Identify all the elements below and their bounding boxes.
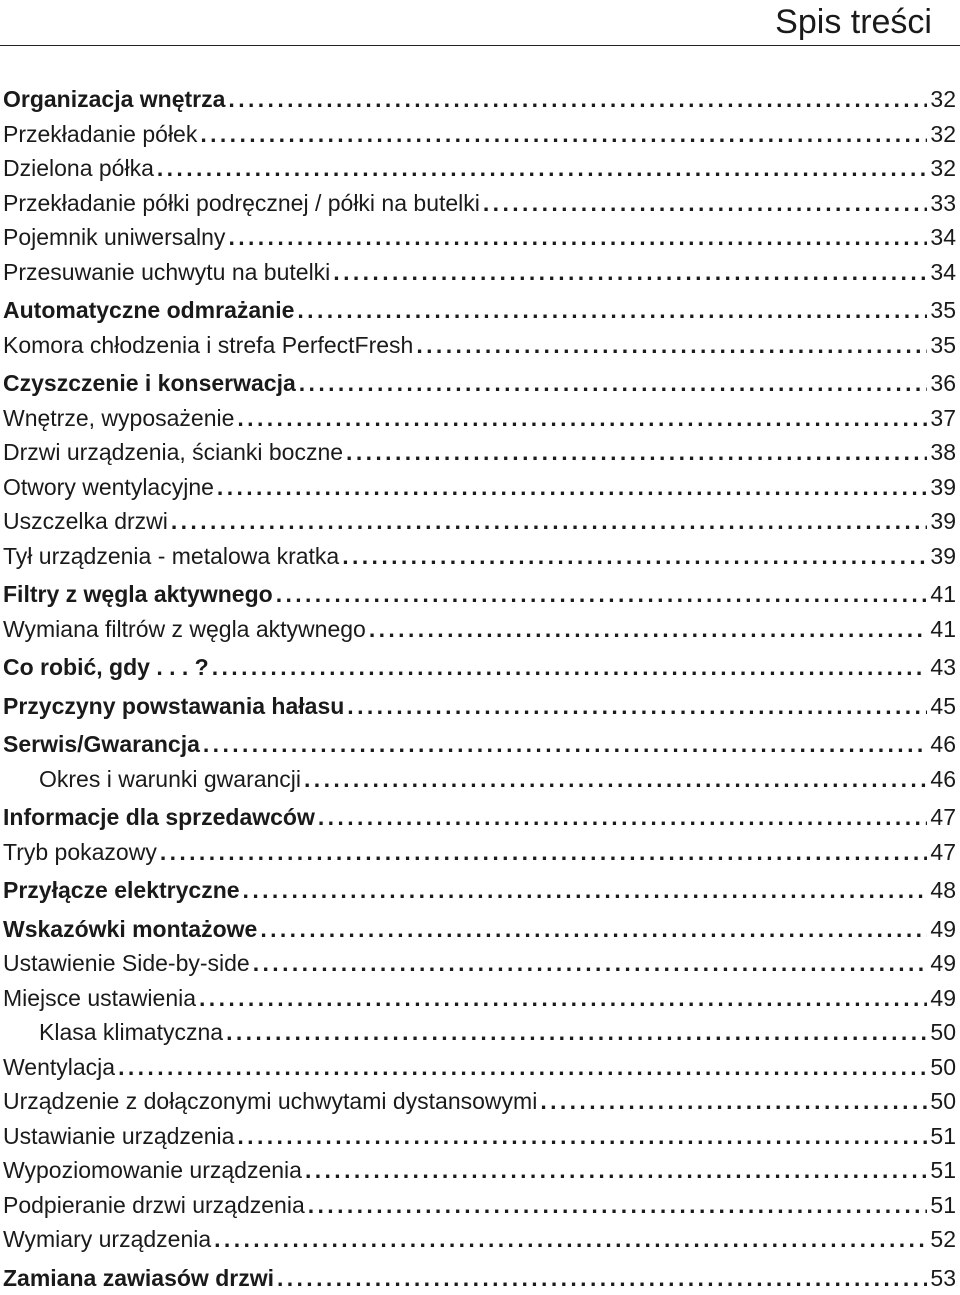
toc-page-number: 49 — [930, 912, 956, 947]
toc-entry-title: Wentylacja — [3, 1050, 115, 1085]
toc-page-number: 52 — [930, 1222, 956, 1257]
toc-page-number: 51 — [930, 1188, 956, 1223]
dot-leader — [260, 912, 927, 947]
toc-entry-title: Przekładanie półek — [3, 117, 197, 152]
dot-leader — [237, 401, 927, 436]
dot-leader — [305, 1153, 927, 1188]
toc-page-number: 32 — [930, 151, 956, 186]
dot-leader — [212, 650, 928, 685]
dot-leader — [203, 727, 928, 762]
toc-entry-title: Dzielona półka — [3, 151, 154, 186]
dot-leader — [217, 470, 927, 505]
dot-leader — [347, 689, 927, 724]
toc-page-number: 51 — [930, 1119, 956, 1154]
toc-entry-title: Przyłącze elektryczne — [3, 873, 240, 908]
toc-entry-title: Komora chłodzenia i strefa PerfectFresh — [3, 328, 413, 363]
toc-page-number: 33 — [930, 186, 956, 221]
toc-section-entry[interactable] — [3, 366, 956, 401]
title-divider — [0, 45, 960, 46]
toc-entry-title: Urządzenie z dołączonymi uchwytami dystansowymi — [3, 1084, 537, 1119]
dot-leader — [160, 835, 928, 870]
toc-page-number: 50 — [930, 1050, 956, 1085]
toc-page-number: 35 — [930, 328, 956, 363]
dot-leader — [228, 82, 927, 117]
toc-section-entry[interactable] — [3, 1261, 956, 1295]
dot-leader — [540, 1084, 927, 1119]
toc-entry-title: Wnętrze, wyposażenie — [3, 401, 234, 436]
dot-leader — [171, 504, 928, 539]
toc-entry-title: Zamiana zawiasów drzwi — [3, 1261, 274, 1295]
toc-entry-title: Automatyczne odmrażanie — [3, 293, 294, 328]
toc-subsection-entry[interactable] — [3, 1153, 956, 1188]
dot-leader — [369, 612, 928, 647]
toc-entry-title: Okres i warunki gwarancji — [3, 762, 301, 797]
toc-subsection-entry[interactable] — [3, 946, 956, 981]
toc-section-entry[interactable] — [3, 650, 956, 685]
toc-subsection-entry[interactable] — [3, 1188, 956, 1223]
toc-page-number: 41 — [930, 577, 956, 612]
toc-entry-title: Co robić, gdy . . . ? — [3, 650, 209, 685]
toc-page-number: 32 — [930, 82, 956, 117]
toc-page-number: 49 — [930, 946, 956, 981]
dot-leader — [200, 117, 927, 152]
toc-subsection-entry[interactable] — [3, 1015, 956, 1050]
dot-leader — [228, 220, 927, 255]
toc-entry-title: Informacje dla sprzedawców — [3, 800, 315, 835]
dot-leader — [199, 981, 927, 1016]
dot-leader — [297, 293, 927, 328]
dot-leader — [277, 1261, 927, 1295]
toc-page-number: 46 — [930, 727, 956, 762]
dot-leader — [346, 435, 927, 470]
toc-subsection-entry[interactable] — [3, 1050, 956, 1085]
toc-entry-title: Klasa klimatyczna — [3, 1015, 223, 1050]
toc-page-number: 47 — [930, 800, 956, 835]
toc-entry-title: Wymiary urządzenia — [3, 1222, 211, 1257]
toc-entry-title: Przesuwanie uchwytu na butelki — [3, 255, 330, 290]
toc-subsection-entry[interactable] — [3, 220, 956, 255]
toc-subsection-entry[interactable] — [3, 612, 956, 647]
dot-leader — [253, 946, 928, 981]
toc-page-number: 46 — [930, 762, 956, 797]
toc-page-number: 37 — [930, 401, 956, 436]
toc-subsection-entry[interactable] — [3, 117, 956, 152]
toc-entry-title: Ustawianie urządzenia — [3, 1119, 234, 1154]
toc-section-entry[interactable] — [3, 727, 956, 762]
dot-leader — [304, 762, 927, 797]
toc-page-number: 39 — [930, 470, 956, 505]
toc-page-number: 35 — [930, 293, 956, 328]
dot-leader — [243, 873, 928, 908]
toc-subsection-entry[interactable] — [3, 539, 956, 574]
toc-page-number: 51 — [930, 1153, 956, 1188]
toc-page-number: 39 — [930, 504, 956, 539]
toc-subsection-entry[interactable] — [3, 255, 956, 290]
toc-page-number: 36 — [930, 366, 956, 401]
toc-entry-title: Tryb pokazowy — [3, 835, 157, 870]
dot-leader — [318, 800, 928, 835]
toc-entry-title: Miejsce ustawienia — [3, 981, 196, 1016]
toc-page-number: 50 — [930, 1015, 956, 1050]
toc-subsection-entry[interactable] — [3, 401, 956, 436]
dot-leader — [276, 577, 928, 612]
toc-page-number: 34 — [930, 255, 956, 290]
toc-subsection-entry[interactable] — [3, 981, 956, 1016]
toc-section-entry[interactable] — [3, 577, 956, 612]
toc-page-number: 47 — [930, 835, 956, 870]
dot-leader — [214, 1222, 927, 1257]
page-title: Spis treści — [775, 2, 932, 42]
dot-leader — [483, 186, 928, 221]
dot-leader — [157, 151, 928, 186]
dot-leader — [342, 539, 927, 574]
toc-entry-title: Wypoziomowanie urządzenia — [3, 1153, 302, 1188]
toc-subsection-entry[interactable] — [3, 470, 956, 505]
toc-entry-title: Organizacja wnętrza — [3, 82, 225, 117]
toc-subsection-entry[interactable] — [3, 151, 956, 186]
toc-page-number: 45 — [930, 689, 956, 724]
toc-page-number: 43 — [930, 650, 956, 685]
toc-entry-title: Podpieranie drzwi urządzenia — [3, 1188, 305, 1223]
table-of-contents — [3, 82, 956, 1295]
toc-entry-title: Drzwi urządzenia, ścianki boczne — [3, 435, 343, 470]
toc-page-number: 41 — [930, 612, 956, 647]
toc-subsection-entry[interactable] — [3, 328, 956, 363]
toc-page-number: 53 — [930, 1261, 956, 1295]
toc-subsection-entry[interactable] — [3, 435, 956, 470]
toc-page-number: 38 — [930, 435, 956, 470]
toc-subsection-entry[interactable] — [3, 762, 956, 797]
toc-subsection-entry[interactable] — [3, 504, 956, 539]
toc-entry-title: Przyczyny powstawania hałasu — [3, 689, 344, 724]
toc-page-number: 32 — [930, 117, 956, 152]
dot-leader — [237, 1119, 927, 1154]
dot-leader — [226, 1015, 927, 1050]
toc-section-entry[interactable] — [3, 82, 956, 117]
toc-section-entry[interactable] — [3, 873, 956, 908]
toc-page-number: 39 — [930, 539, 956, 574]
toc-entry-title: Uszczelka drzwi — [3, 504, 168, 539]
toc-page-number: 48 — [930, 873, 956, 908]
toc-section-entry[interactable] — [3, 689, 956, 724]
dot-leader — [308, 1188, 928, 1223]
toc-entry-title: Wskazówki montażowe — [3, 912, 257, 947]
toc-subsection-entry[interactable] — [3, 1119, 956, 1154]
dot-leader — [333, 255, 927, 290]
toc-subsection-entry[interactable] — [3, 186, 956, 221]
toc-page-number: 34 — [930, 220, 956, 255]
toc-section-entry[interactable] — [3, 800, 956, 835]
toc-section-entry[interactable] — [3, 912, 956, 947]
toc-entry-title: Ustawienie Side-by-side — [3, 946, 250, 981]
dot-leader — [118, 1050, 927, 1085]
toc-page-number: 49 — [930, 981, 956, 1016]
dot-leader — [416, 328, 927, 363]
toc-entry-title: Filtry z węgla aktywnego — [3, 577, 273, 612]
toc-subsection-entry[interactable] — [3, 1222, 956, 1257]
toc-entry-title: Pojemnik uniwersalny — [3, 220, 225, 255]
toc-entry-title: Tył urządzenia - metalowa kratka — [3, 539, 339, 574]
toc-entry-title: Serwis/Gwarancja — [3, 727, 200, 762]
toc-subsection-entry[interactable] — [3, 1084, 956, 1119]
toc-entry-title: Wymiana filtrów z węgla aktywnego — [3, 612, 366, 647]
toc-entry-title: Czyszczenie i konserwacja — [3, 366, 296, 401]
toc-page-number: 50 — [930, 1084, 956, 1119]
toc-entry-title: Otwory wentylacyjne — [3, 470, 214, 505]
toc-entry-title: Przekładanie półki podręcznej / półki na butelki — [3, 186, 480, 221]
toc-section-entry[interactable] — [3, 293, 956, 328]
toc-subsection-entry[interactable] — [3, 835, 956, 870]
dot-leader — [299, 366, 928, 401]
